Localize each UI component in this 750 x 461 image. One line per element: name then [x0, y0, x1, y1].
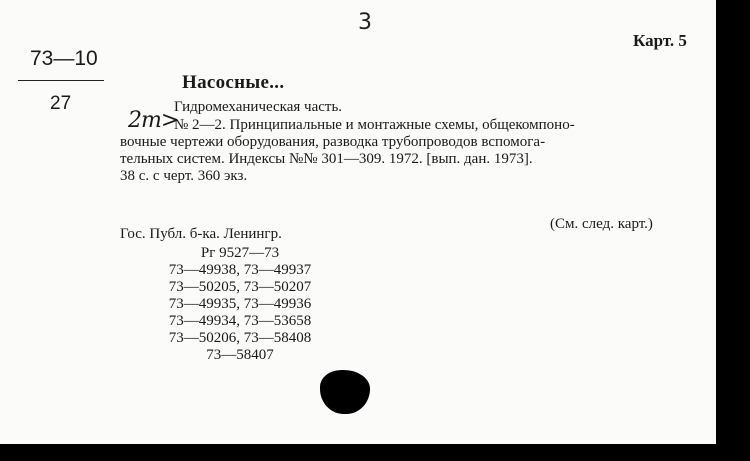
see-next-card: (См. след. карт.) — [550, 216, 653, 232]
classification-top: 73—10 — [30, 47, 98, 70]
scan-border-bottom — [0, 444, 750, 461]
ink-blot — [320, 370, 370, 414]
description-line: вочные чертежи оборудования, разводка трубопроводов вспомога- — [120, 134, 546, 150]
page-mark: 3 — [358, 10, 372, 35]
description — [120, 117, 698, 185]
classification-divider — [18, 80, 104, 81]
holding-item: 73—50205, 73—50207 — [168, 279, 312, 295]
library-name: Гос. Публ. б-ка. Ленингр. — [120, 226, 282, 242]
description-line: 38 с. с черт. 360 экз. — [120, 168, 248, 184]
description-line: № 2—2. Принципиальные и монтажные схемы, общекомпоно- — [174, 117, 575, 133]
handwritten-note: 2m> — [128, 108, 179, 133]
holdings-list — [120, 245, 360, 364]
holding-item: 73—49934, 73—53658 — [168, 313, 312, 329]
card-subheading: Гидромеханическая часть. — [174, 99, 343, 115]
holding-item: 73—50206, 73—58408 — [168, 330, 312, 346]
holding-item: Рг 9527—73 — [200, 245, 280, 261]
holding-item: 73—49935, 73—49936 — [168, 296, 312, 312]
description-line: тельных систем. Индексы №№ 301—309. 1972. [вып. дан. 1973]. — [120, 151, 533, 167]
holding-item: 73—58407 — [206, 347, 274, 363]
card-heading: Насосные... — [182, 72, 285, 93]
card-number: Карт. 5 — [633, 31, 687, 50]
scan-border-right — [716, 0, 750, 461]
holding-item: 73—49938, 73—49937 — [168, 262, 312, 278]
classification-bottom: 27 — [50, 93, 72, 114]
